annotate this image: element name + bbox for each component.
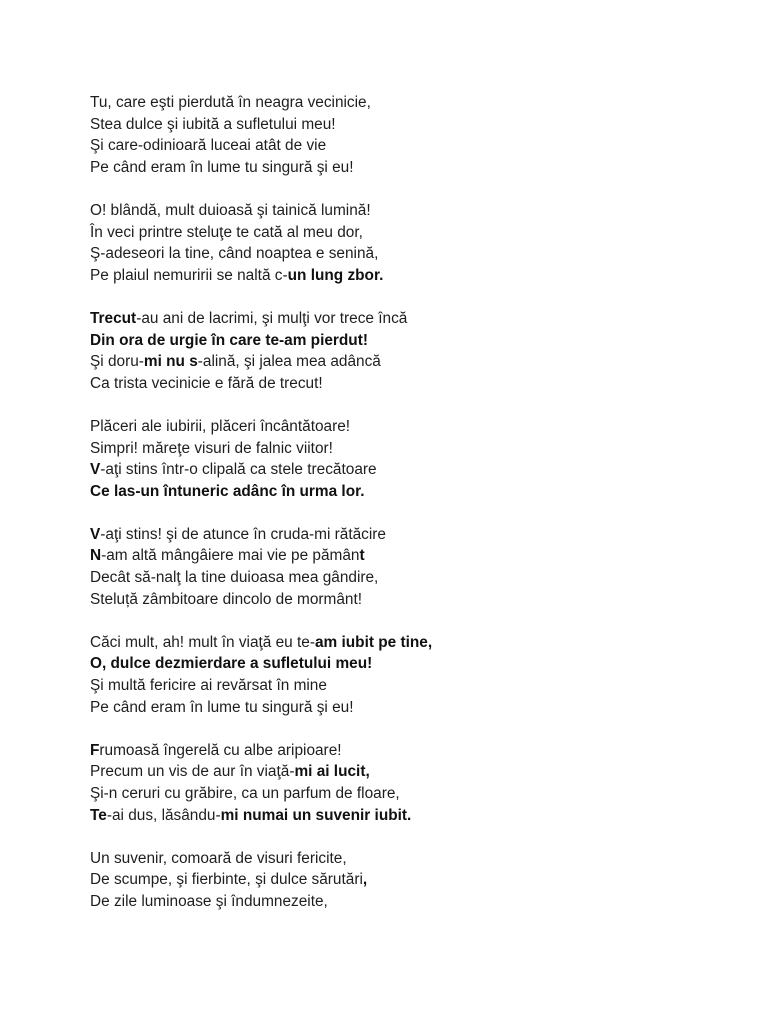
poem-line [90,416,730,438]
stanza-1 [90,92,730,178]
poem-line [90,805,730,827]
poem-line [90,481,730,503]
stanza-5 [90,524,730,610]
stanza-6 [90,632,730,718]
bold-text-segment: N [90,547,102,565]
poem-line [90,114,730,136]
poem-line [90,524,730,546]
text-segment: -am altă mângâiere mai vie pe pămân [101,547,360,565]
bold-text-segment: Trecut [90,309,137,327]
text-segment: -aţi stins într-o clipală ca stele trecătoare [100,461,377,479]
text-segment: Căci mult, ah! mult în viaţă eu te- [90,633,315,651]
stanza-2 [90,200,730,286]
poem-line [90,438,730,460]
text-segment: -alină, şi jalea mea adâncă [197,353,381,371]
poem-line [90,330,730,352]
text-segment: Un suvenir, comoară de visuri fericite, [90,849,347,867]
stanza-3 [90,308,730,394]
poem-line [90,740,730,762]
poem-line [90,891,730,913]
bold-text-segment: , [362,871,368,889]
poem-line [90,567,730,589]
text-segment: Şi multă fericire ai revărsat în mine [90,677,327,695]
poem-line [90,459,730,481]
text-segment: Decât să-nalţ la tine duioasa mea gândire, [90,569,379,587]
poem-line [90,373,730,395]
poem-line [90,222,730,244]
poem-line [90,869,730,891]
poem-line [90,200,730,222]
poem-line [90,783,730,805]
poem-line [90,545,730,567]
bold-text-segment: t [359,547,365,565]
poem-line [90,632,730,654]
text-segment: rumoasă îngerelă cu albe aripioare! [99,741,342,759]
text-segment: Şi doru- [90,353,144,371]
bold-text-segment: V [90,461,101,479]
text-segment: -aţi stins! şi de atunce în cruda-mi rătăcire [100,525,386,543]
poem-line [90,265,730,287]
poem-line [90,135,730,157]
text-segment: Pe plaiul nemuririi se naltă c- [90,266,288,284]
poem-line [90,675,730,697]
text-segment: Ş-adeseori la tine, când noaptea e senină, [90,245,379,263]
bold-text-segment: O, dulce dezmierdare a sufletului meu! [90,655,373,673]
stanza-8 [90,848,730,913]
bold-text-segment: Ce las-un întuneric adânc în urma lor. [90,482,365,500]
poem-line [90,653,730,675]
poem-body [90,92,730,934]
bold-text-segment: am iubit pe tine, [314,633,433,651]
text-segment: Pe când eram în lume tu singură şi eu! [90,698,354,716]
text-segment: Şi care-odinioară luceai atât de vie [90,137,327,155]
text-segment: De zile luminoase şi îndumnezeite, [90,892,328,910]
poem-line [90,351,730,373]
poem-line [90,308,730,330]
text-segment: Tu, care eşti pierdută în neagra vecinicie, [90,94,371,111]
poem-line [90,589,730,611]
text-segment: Steluță zâmbitoare dincolo de mormânt! [90,590,363,608]
bold-text-segment: Te [90,806,107,824]
poem-line [90,761,730,783]
bold-text-segment: un lung zbor. [287,266,384,284]
text-segment: Pe când eram în lume tu singură şi eu! [90,158,354,176]
text-segment: De scumpe, şi fierbinte, şi dulce sărutări [90,871,363,889]
bold-text-segment: mi numai un suvenir iubit. [220,806,412,824]
text-segment: Simpri! măreţe visuri de falnic viitor! [90,439,333,457]
bold-text-segment: F [90,741,100,759]
poem-line [90,697,730,719]
stanza-4 [90,416,730,502]
bold-text-segment: V [90,525,101,543]
poem-line [90,848,730,870]
bold-text-segment: Din ora de urgie în care te-am pierdut! [90,331,368,349]
poem-line [90,243,730,265]
text-segment: Precum un vis de aur în viaţă- [90,763,295,781]
text-segment: -ai dus, lăsându- [106,806,221,824]
text-segment: Ca trista vecinicie e fără de trecut! [90,374,323,392]
poem-line [90,92,730,114]
text-segment: Stea dulce şi iubită a sufletului meu! [90,115,336,133]
text-segment: Plăceri ale iubirii, plăceri încântătoare! [90,417,351,435]
text-segment: Şi-n ceruri cu grăbire, ca un parfum de floare, [90,785,400,802]
bold-text-segment: mi nu s [143,353,198,371]
bold-text-segment: mi ai lucit, [294,763,370,781]
stanza-7 [90,740,730,826]
text-segment: -au ani de lacrimi, şi mulţi vor trece încă [136,309,408,327]
poem-line [90,157,730,179]
text-segment: În veci printre steluţe te cată al meu dor, [90,223,363,241]
text-segment: O! blândă, mult duioasă şi tainică lumină! [90,201,371,219]
